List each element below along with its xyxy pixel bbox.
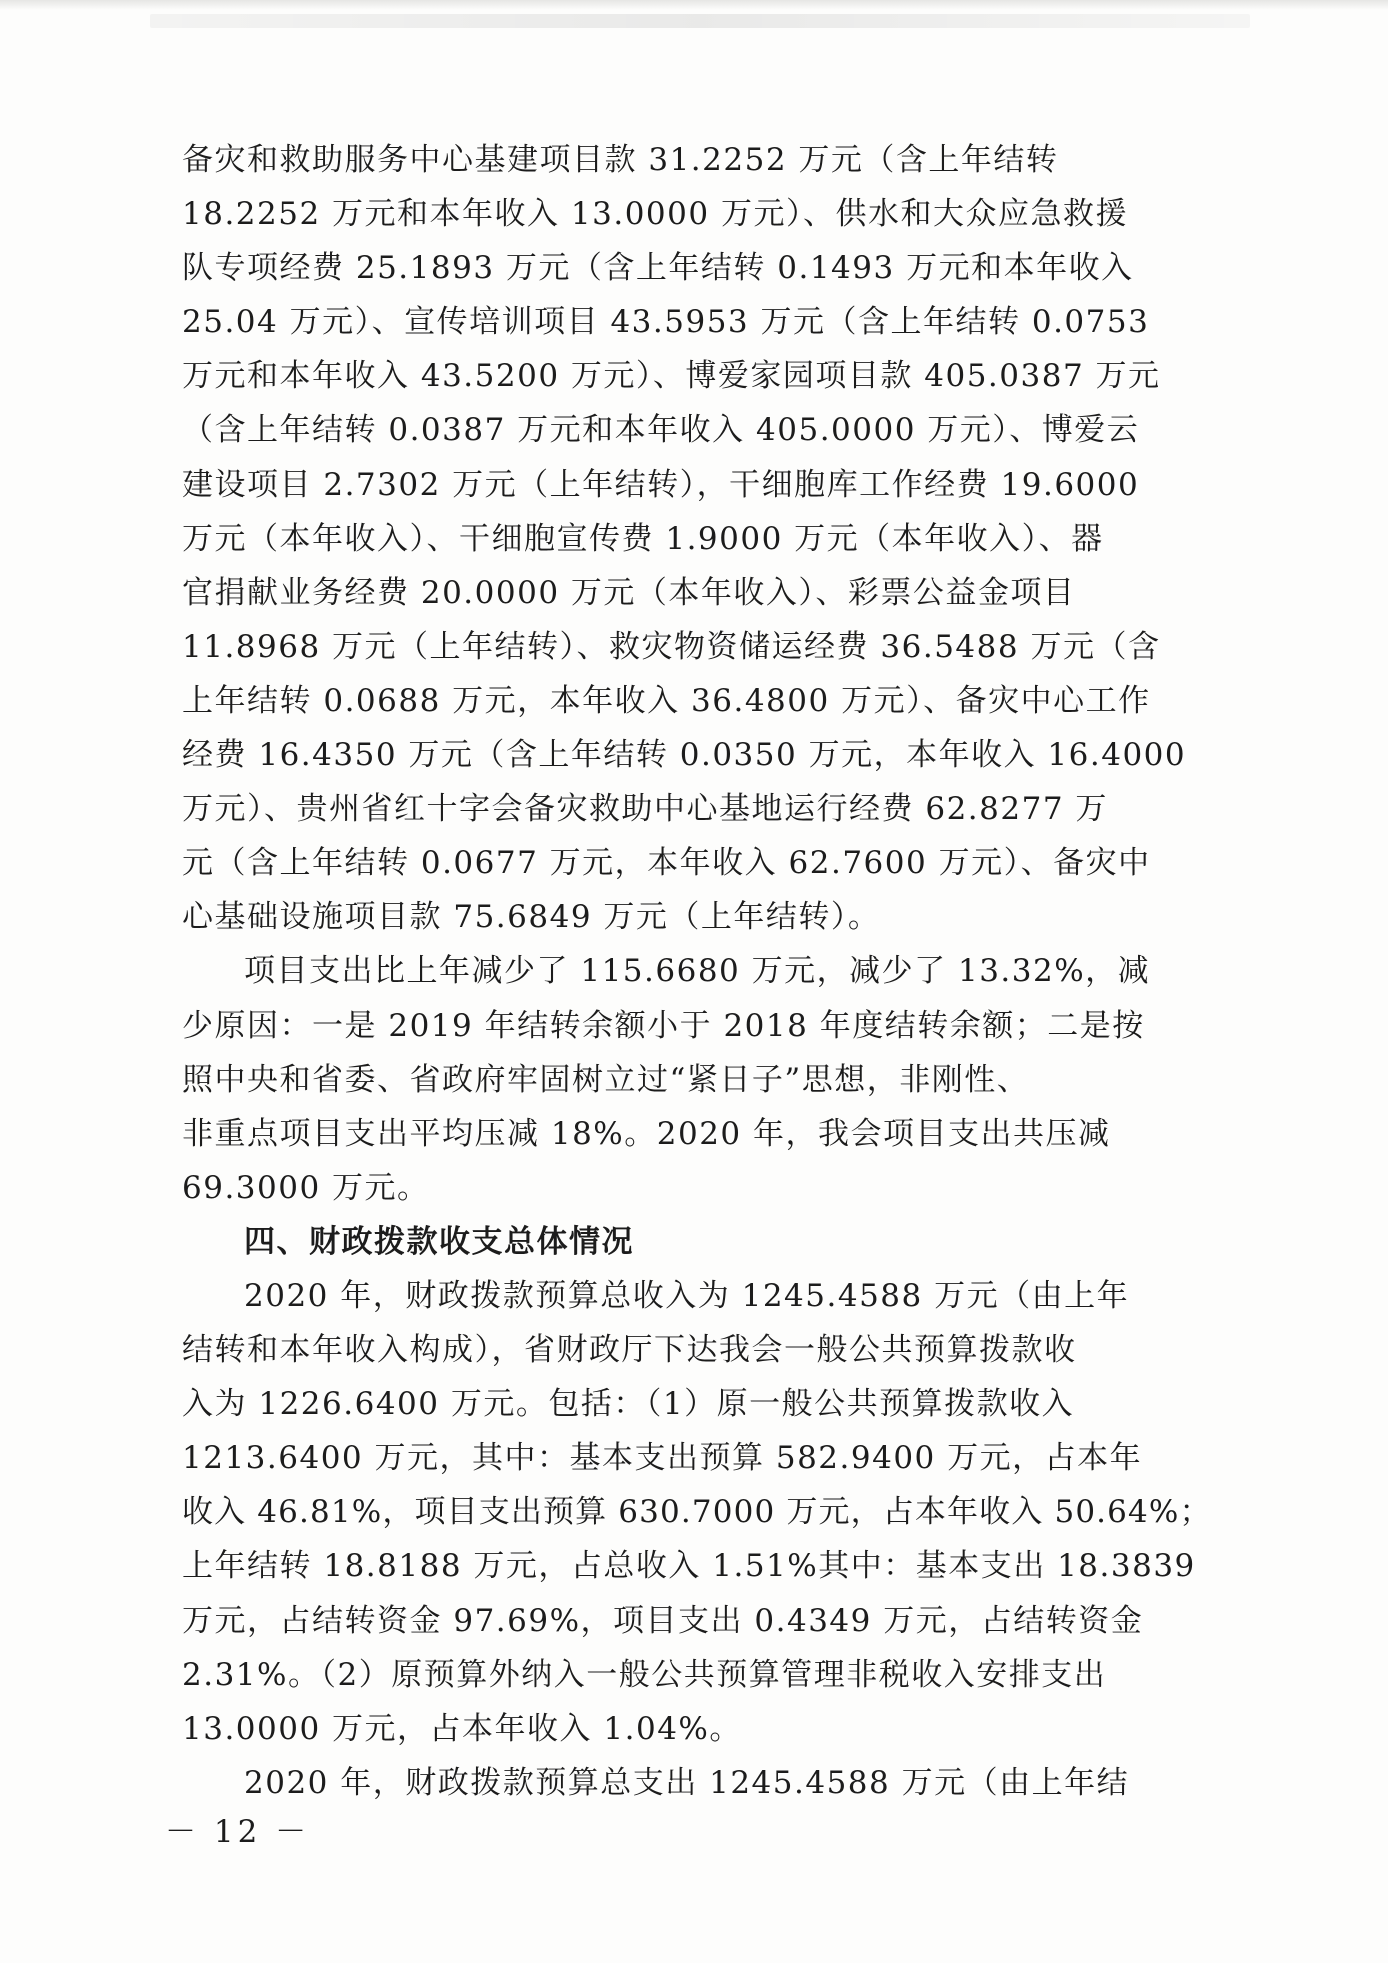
text-line: 经费 16.4350 万元（含上年结转 0.0350 万元，本年收入 16.4000 [182, 737, 1187, 774]
text-line: 元（含上年结转 0.0677 万元，本年收入 62.7600 万元）、备灾中 [182, 845, 1151, 882]
text-line: 2020 年，财政拨款预算总支出 1245.4588 万元（由上年结 [244, 1764, 1130, 1801]
text-line: 结转和本年收入构成），省财政厅下达我会一般公共预算拨款收 [182, 1332, 1077, 1369]
text-line: 2.31%。（2）原预算外纳入一般公共预算管理非税收入安排支出 [182, 1656, 1107, 1693]
text-line: 建设项目 2.7302 万元（上年结转），干细胞库工作经费 19.6000 [182, 466, 1140, 503]
scan-top-edge [0, 0, 1388, 10]
text-line: 官捐献业务经费 20.0000 万元（本年收入）、彩票公益金项目 [182, 574, 1076, 611]
text-line: 69.3000 万元。 [182, 1169, 430, 1206]
text-line: 上年结转 0.0688 万元，本年收入 36.4800 万元）、备灾中心工作 [182, 682, 1151, 719]
faint-bleed-through-header [150, 14, 1250, 28]
text-line: 13.0000 万元，占本年收入 1.04%。 [182, 1710, 742, 1747]
text-line: （含上年结转 0.0387 万元和本年收入 405.0000 万元）、博爱云 [182, 412, 1140, 449]
text-line: 万元和本年收入 43.5200 万元）、博爱家园项目款 405.0387 万元 [182, 358, 1161, 395]
text-line: 备灾和救助服务中心基建项目款 31.2252 万元（含上年结转 [182, 142, 1059, 178]
text-line: 18.2252 万元和本年收入 13.0000 万元）、供水和大众应急救援 [182, 196, 1128, 233]
section-heading: 四、财政拨款收支总体情况 [244, 1223, 634, 1260]
text-line: 万元（本年收入）、干细胞宣传费 1.9000 万元（本年收入）、器 [182, 520, 1104, 557]
page-number: － 12 － [165, 1814, 311, 1850]
document-body [182, 133, 1214, 1810]
text-line: 上年结转 18.8188 万元，占总收入 1.51%其中：基本支出 18.3839 [182, 1548, 1196, 1585]
text-line: 25.04 万元）、宣传培训项目 43.5953 万元（含上年结转 0.0753 [182, 304, 1150, 341]
text-line: 收入 46.81%，项目支出预算 630.7000 万元，占本年收入 50.64%； [182, 1494, 1212, 1531]
text-line: 2020 年，财政拨款预算总收入为 1245.4588 万元（由上年 [244, 1277, 1130, 1314]
text-line: 队专项经费 25.1893 万元（含上年结转 0.1493 万元和本年收入 [182, 250, 1134, 287]
text-line: 万元）、贵州省红十字会备灾救助中心基地运行经费 62.8277 万 [182, 791, 1108, 828]
text-line: 入为 1226.6400 万元。包括：（1）原一般公共预算拨款收入 [182, 1386, 1075, 1423]
text-line: 项目支出比上年减少了 115.6680 万元，减少了 13.32%，减 [244, 953, 1151, 990]
text-line: 非重点项目支出平均压减 18%。2020 年，我会项目支出共压减 [182, 1115, 1111, 1152]
text-line: 万元，占结转资金 97.69%，项目支出 0.4349 万元，占结转资金 [182, 1602, 1144, 1639]
text-line: 少原因：一是 2019 年结转余额小于 2018 年度结转余额；二是按 [182, 1007, 1145, 1044]
text-line: 心基础设施项目款 75.6849 万元（上年结转）。 [182, 899, 881, 936]
text-line: 11.8968 万元（上年结转）、救灾物资储运经费 36.5488 万元（含 [182, 628, 1161, 665]
text-line: 照中央和省委、省政府牢固树立过“紧日子”思想，非刚性、 [182, 1061, 1030, 1098]
text-line: 1213.6400 万元，其中：基本支出预算 582.9400 万元，占本年 [182, 1440, 1143, 1477]
